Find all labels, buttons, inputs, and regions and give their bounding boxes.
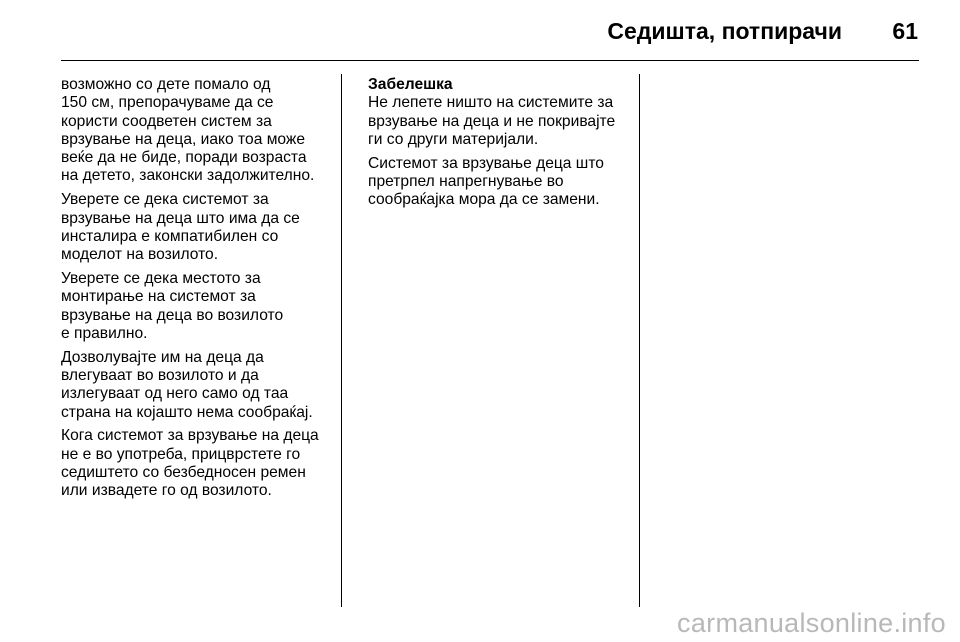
text-line: Системот за врзување деца што [368, 154, 604, 172]
note-heading: Забелешка [368, 76, 453, 93]
text-line: е правилно. [61, 324, 148, 342]
column-divider-right [639, 74, 640, 607]
text-line: Не лепете ништо на системите за [368, 94, 614, 112]
text-line: Дозволувајте им на деца да [61, 348, 264, 366]
page-title: Седишта, потпирачи [607, 18, 842, 44]
paragraph [61, 270, 336, 343]
paragraph [61, 191, 336, 264]
text-line: седиштето со безбедносен ремен [61, 463, 306, 481]
text-line: 150 см, препорачуваме да се [61, 94, 274, 112]
text-line: Уверете се дека системот за [61, 191, 269, 209]
header-rule [61, 60, 919, 61]
text-line: на детето, законски задолжително. [61, 167, 315, 185]
paragraph [368, 94, 632, 149]
text-line: претрпел напрегнување во [368, 172, 564, 190]
text-line: врзување на деца и не покривајте [368, 112, 616, 130]
paragraph [61, 427, 336, 500]
text-line: излегуваат од него само од таа [61, 385, 289, 403]
page-header [0, 0, 960, 62]
text-line: монтирање на системот за [61, 288, 256, 306]
text-column-2 [368, 76, 632, 215]
text-line: ги со други материјали. [368, 130, 539, 148]
text-line: или извадете го од возилото. [61, 482, 272, 500]
text-line: моделот на возилото. [61, 246, 219, 264]
text-line: Кога системот за врзување на деца [61, 427, 319, 445]
text-line: сообраќајка мора да се замени. [368, 191, 600, 209]
paragraph [61, 349, 336, 422]
text-line: влегуваат во возилото и да [61, 366, 259, 384]
text-line: врзување на деца, иако тоа може [61, 130, 306, 148]
text-line: користи соодветен систем за [61, 112, 272, 130]
text-line: инсталира е компатибилен со [61, 227, 279, 245]
page-number: 61 [892, 18, 918, 44]
text-line: врзување на деца што има да се [61, 209, 300, 227]
paragraph [368, 155, 632, 210]
text-column-1 [61, 76, 336, 506]
text-line: возможно со дете помало од [61, 76, 271, 93]
text-line: Уверете се дека местото за [61, 269, 261, 287]
column-divider-left [341, 74, 342, 607]
text-line: страна на којашто нема сообраќај. [61, 403, 313, 421]
text-line: не е во употреба, прицврстете го [61, 445, 301, 463]
text-line: врзување на деца во возилото [61, 306, 284, 324]
watermark: carmanualsonline.info [677, 608, 946, 638]
paragraph [61, 76, 336, 186]
text-line: веќе да не биде, поради возраста [61, 149, 307, 167]
